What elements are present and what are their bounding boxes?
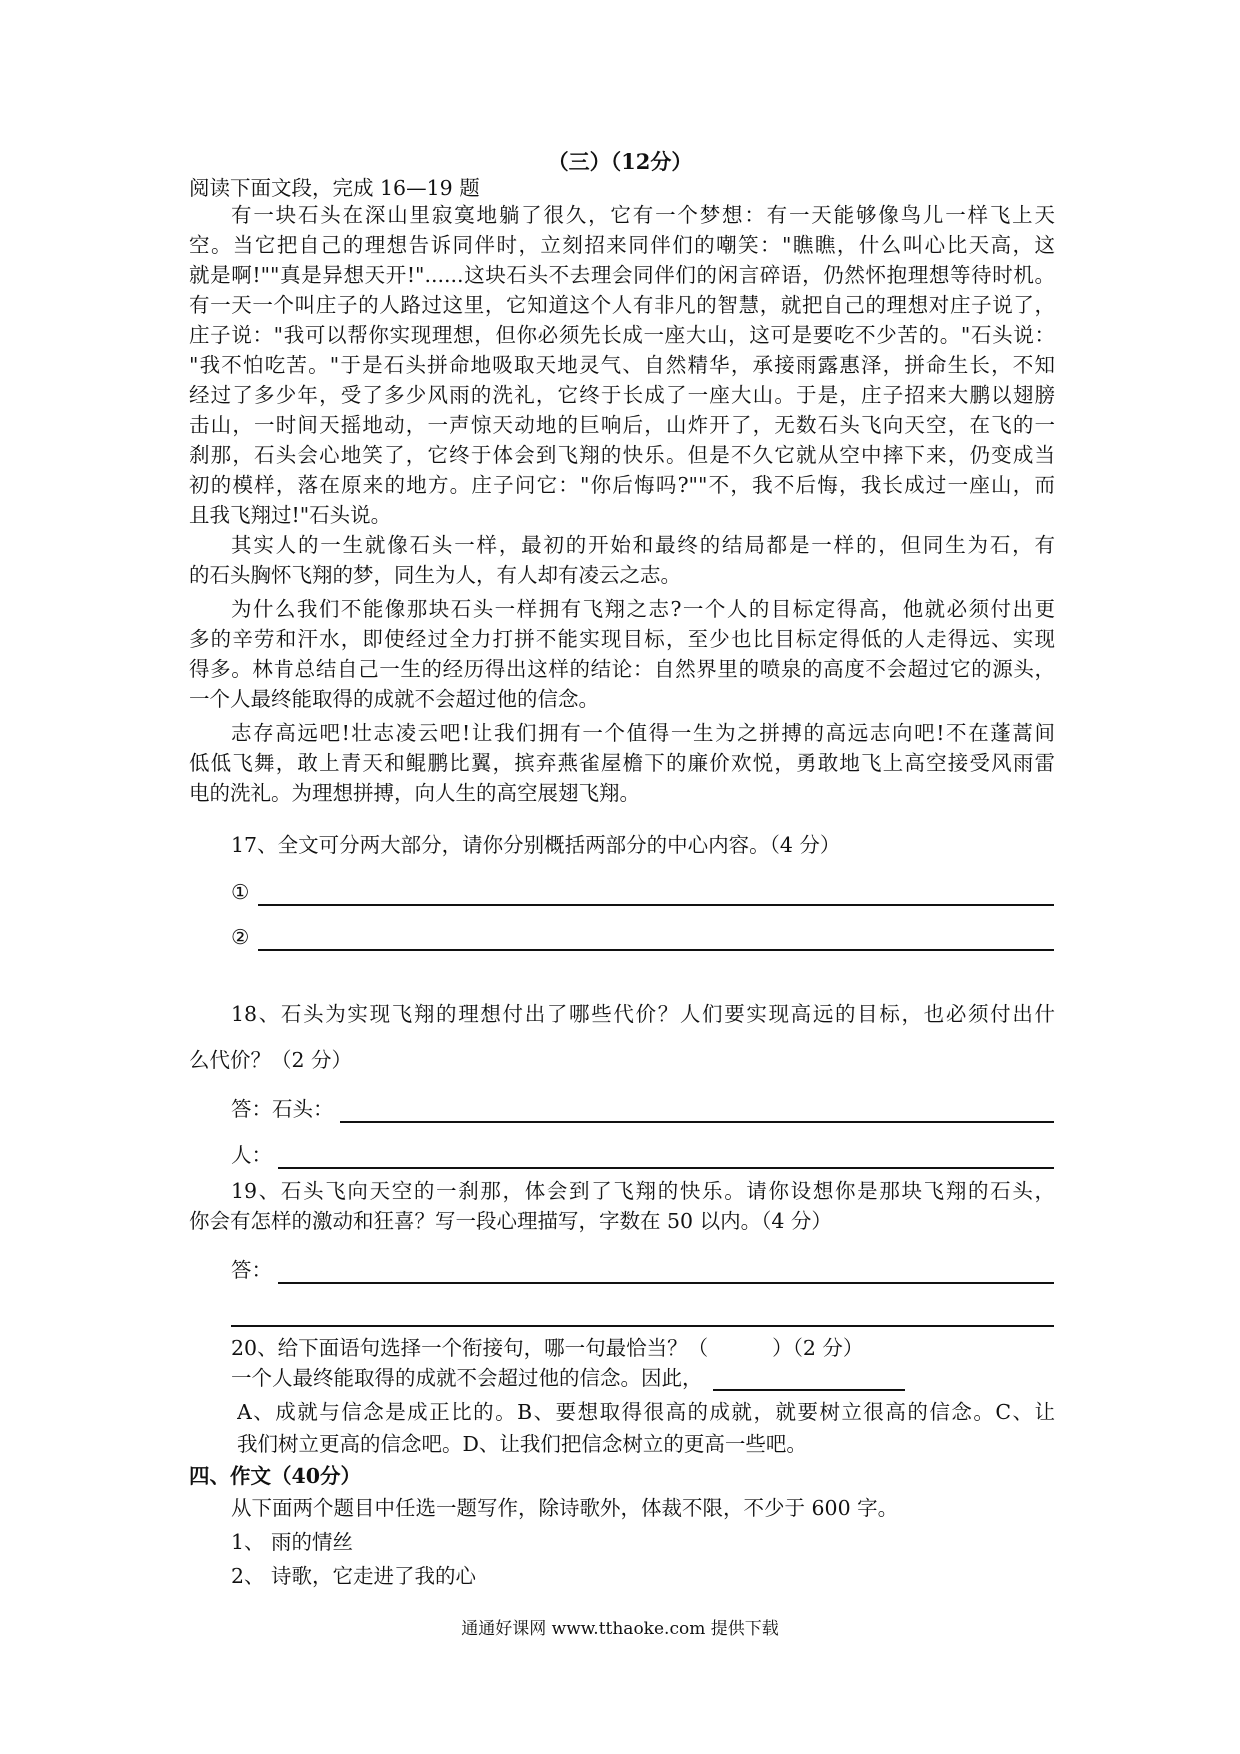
section-title: （三）（12分） <box>547 149 693 174</box>
q18-person-answer-line[interactable] <box>278 1167 1054 1169</box>
passage-line: 刹那，石头会心地笑了，它终于体会到飞翔的快乐。但是不久它就从空中摔下来，仍变成当 <box>189 443 1055 467</box>
q19-answer-line-1[interactable] <box>278 1282 1054 1284</box>
q20-sentence-blank[interactable] <box>713 1371 905 1391</box>
question-18-line1: 18、石头为实现飞翔的理想付出了哪些代价？人们要实现高远的目标，也必须付出什 <box>231 1002 1055 1026</box>
composition-heading: 四、作文（40分） <box>189 1464 362 1488</box>
q20-options-line1: A、成就与信念是成正比的。B、要想取得很高的成就，就要树立很高的信念。C、让 <box>237 1400 1055 1424</box>
passage-line: 击山，一时间天摇地动，一声惊天动地的巨响后，山炸开了，无数石头飞向天空，在飞的一 <box>189 413 1055 437</box>
composition-instruction: 从下面两个题目中任选一题写作，除诗歌外，体裁不限，不少于 600 字。 <box>231 1496 899 1520</box>
passage-line: 多的辛劳和汗水，即使经过全力打拼不能实现目标，至少也比目标定得低的人走得远、实现 <box>189 627 1055 651</box>
question-18-line2: 么代价？（2 分） <box>189 1048 353 1072</box>
q19-answer-label: 答： <box>231 1258 272 1282</box>
passage-line: 其实人的一生就像石头一样，最初的开始和最终的结局都是一样的，但同生为石，有 <box>231 533 1055 557</box>
q17-blank1-label: ① <box>231 880 250 904</box>
q18-stone-label: 答：石头： <box>231 1097 334 1121</box>
passage-line: 且我飞翔过!"石头说。 <box>189 503 392 527</box>
q20-sentence-row <box>231 1366 905 1391</box>
q19-answer-line-2[interactable] <box>231 1325 1054 1327</box>
passage-line: 为什么我们不能像那块石头一样拥有飞翔之志?一个人的目标定得高，他就必须付出更 <box>231 597 1055 621</box>
question-19-line1: 19、石头飞向天空的一刹那，体会到了飞翔的快乐。请你设想你是那块飞翔的石头， <box>231 1179 1055 1203</box>
q18-stone-answer-line[interactable] <box>340 1121 1054 1123</box>
passage-line: 就是啊!""真是异想天开!"......这块石头不去理会同伴们的闲言碎语，仍然怀抱理想等待时机。 <box>189 263 1055 287</box>
composition-topic-1: 1、 雨的情丝 <box>231 1530 354 1554</box>
reading-instruction: 阅读下面文段，完成 16—19 题 <box>189 176 480 200</box>
q18-person-label: 人： <box>231 1143 272 1167</box>
passage-line: 电的洗礼。为理想拼搏，向人生的高空展翅飞翔。 <box>189 781 640 805</box>
passage-line: 庄子说："我可以帮你实现理想，但你必须先长成一座大山，这可是要吃不少苦的。"石头说： <box>189 323 1055 347</box>
q20-prompt-start: 20、给下面语句选择一个衔接句，哪一句最恰当？（ <box>231 1336 709 1360</box>
passage-line: 得多。林肯总结自己一生的经历得出这样的结论：自然界里的喷泉的高度不会超过它的源头， <box>189 657 1055 681</box>
passage-line: 志存高远吧!壮志凌云吧!让我们拥有一个值得一生为之拼搏的高远志向吧!不在蓬蒿间 <box>231 721 1055 745</box>
q20-answer-blank[interactable] <box>708 1349 772 1350</box>
question-17: 17、全文可分两大部分，请你分别概括两部分的中心内容。（4 分） <box>231 833 841 857</box>
q17-answer-line-1[interactable] <box>258 904 1054 906</box>
composition-topic-2: 2、 诗歌，它走进了我的心 <box>231 1564 477 1588</box>
passage-line: 初的模样，落在原来的地方。庄子问它："你后悔吗?""不，我不后悔，我长成过一座山，而 <box>189 473 1055 497</box>
passage-line: 有一天一个叫庄子的人路过这里，它知道这个人有非凡的智慧，就把自己的理想对庄子说了， <box>189 293 1055 317</box>
q20-sentence: 一个人最终能取得的成就不会超过他的信念。因此， <box>231 1366 703 1390</box>
question-20 <box>231 1336 863 1361</box>
question-19-line2: 你会有怎样的激动和狂喜？写一段心理描写，字数在 50 以内。（4 分） <box>189 1209 832 1233</box>
q20-prompt-end: ）（2 分） <box>772 1336 864 1360</box>
passage-line: 一个人最终能取得的成就不会超过他的信念。 <box>189 687 599 711</box>
page-footer: 通通好课网 www.tthaoke.com 提供下载 <box>461 1619 779 1639</box>
passage-line: "我不怕吃苦。"于是石头拼命地吸取天地灵气、自然精华，承接雨露惠泽，拼命生长，不知 <box>189 353 1055 377</box>
q17-answer-line-2[interactable] <box>258 949 1054 951</box>
q20-options-line2: 我们树立更高的信念吧。D、让我们把信念树立的更高一些吧。 <box>237 1432 807 1456</box>
passage-line: 经过了多少年，受了多少风雨的洗礼，它终于长成了一座大山。于是，庄子招来大鹏以翅膀 <box>189 383 1055 407</box>
passage-line: 低低飞舞，敢上青天和鲲鹏比翼，摈弃燕雀屋檐下的廉价欢悦，勇敢地飞上高空接受风雨雷 <box>189 751 1055 775</box>
q17-blank2-label: ② <box>231 925 250 949</box>
passage-line: 有一块石头在深山里寂寞地躺了很久，它有一个梦想：有一天能够像鸟儿一样飞上天 <box>231 203 1055 227</box>
passage-line: 空。当它把自己的理想告诉同伴时，立刻招来同伴们的嘲笑："瞧瞧，什么叫心比天高，这 <box>189 233 1055 257</box>
passage-line: 的石头胸怀飞翔的梦，同生为人，有人却有凌云之志。 <box>189 563 681 587</box>
